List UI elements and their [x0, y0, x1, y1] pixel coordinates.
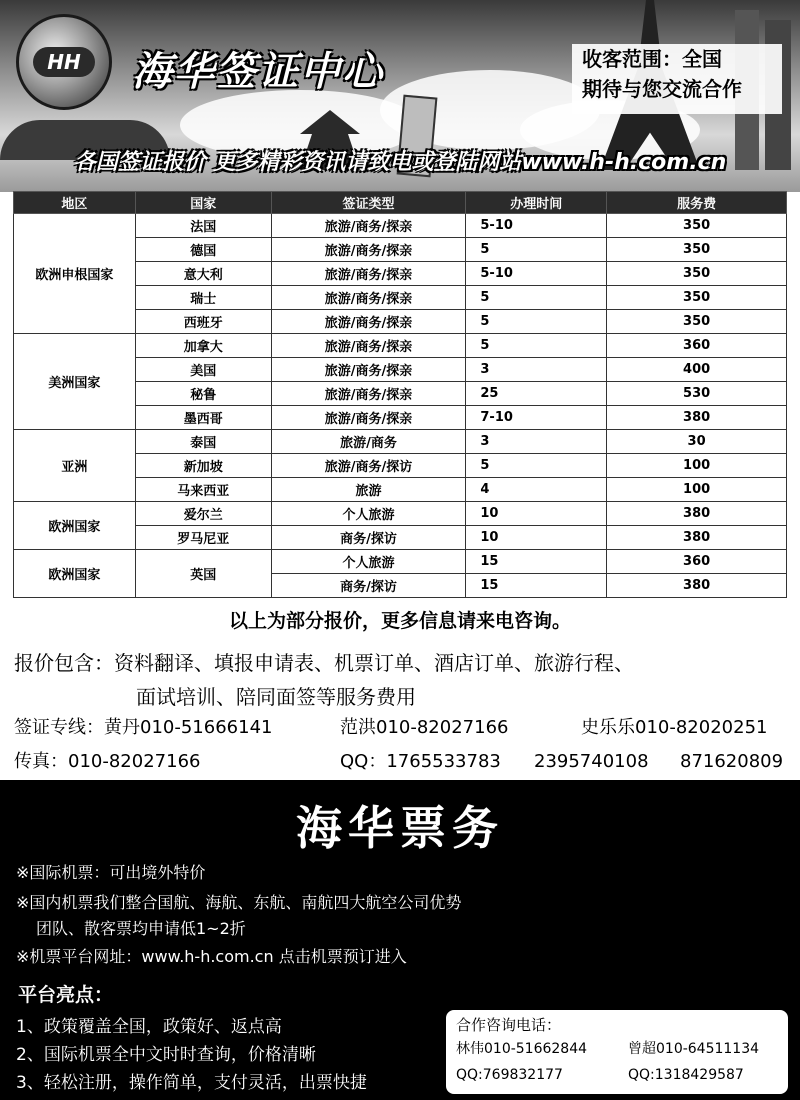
visa-type-cell: 旅游/商务/探亲 — [271, 238, 466, 262]
service-fee-cell: 380 — [607, 502, 787, 526]
visa-type-cell: 旅游/商务 — [271, 430, 466, 454]
consult-box — [446, 1010, 788, 1094]
brand-title: 海华签证中心 — [132, 49, 384, 95]
consult-phone-row — [456, 1036, 778, 1062]
processing-time-cell: 15 — [466, 574, 607, 598]
visa-type-cell: 旅游/商务/探亲 — [271, 286, 466, 310]
processing-time-cell: 15 — [466, 550, 607, 574]
column-header: 地区 — [14, 192, 136, 214]
country-cell: 秘鲁 — [135, 382, 271, 406]
consult-phone: 曾超010-64511134 — [628, 1041, 760, 1057]
consult-phone: 林伟010-51662844 — [456, 1041, 588, 1057]
region-cell: 欧洲国家 — [14, 550, 136, 598]
table-row — [14, 214, 787, 238]
processing-time-cell: 25 — [466, 382, 607, 406]
hotline-row — [14, 714, 789, 742]
processing-time-cell: 5 — [466, 238, 607, 262]
visa-hotline: 签证专线：黄丹010-51666141 — [14, 717, 273, 738]
includes-line: 报价包含：资料翻译、填报申请表、机票订单、酒店订单、旅游行程、 — [14, 651, 634, 675]
processing-time-cell: 7-10 — [466, 406, 607, 430]
consult-qq-row — [456, 1062, 778, 1088]
column-header: 签证类型 — [271, 192, 466, 214]
service-fee-cell: 360 — [607, 334, 787, 358]
processing-time-cell: 3 — [466, 358, 607, 382]
country-cell: 意大利 — [135, 262, 271, 286]
visa-type-cell: 旅游/商务/探亲 — [271, 334, 466, 358]
column-header: 办理时间 — [466, 192, 607, 214]
visa-type-cell: 个人旅游 — [271, 502, 466, 526]
visa-type-cell: 旅游 — [271, 478, 466, 502]
table-row — [14, 430, 787, 454]
highlight-item: 2、国际机票全中文时时查询，价格清晰 — [16, 1045, 316, 1065]
qq-number: 2395740108 — [534, 751, 649, 772]
qq-number: 871620809 — [680, 751, 784, 772]
country-cell: 爱尔兰 — [135, 502, 271, 526]
visa-type-cell: 旅游/商务/探访 — [271, 454, 466, 478]
visa-type-cell: 商务/探访 — [271, 574, 466, 598]
processing-time-cell: 10 — [466, 526, 607, 550]
country-cell: 法国 — [135, 214, 271, 238]
contact-shi: 史乐乐010-82020251 — [581, 717, 768, 738]
country-cell: 罗马尼亚 — [135, 526, 271, 550]
processing-time-cell: 5 — [466, 310, 607, 334]
visa-type-cell: 旅游/商务/探亲 — [271, 214, 466, 238]
service-fee-cell: 380 — [607, 574, 787, 598]
service-fee-cell: 350 — [607, 310, 787, 334]
visa-type-cell: 旅游/商务/探亲 — [271, 358, 466, 382]
processing-time-cell: 5 — [466, 286, 607, 310]
processing-time-cell: 10 — [466, 502, 607, 526]
service-fee-cell: 100 — [607, 454, 787, 478]
service-fee-cell: 530 — [607, 382, 787, 406]
logo-text: HH — [33, 47, 95, 77]
service-fee-cell: 350 — [607, 238, 787, 262]
visa-price-table — [13, 191, 787, 598]
service-fee-cell: 380 — [607, 406, 787, 430]
country-cell: 西班牙 — [135, 310, 271, 334]
service-fee-cell: 350 — [607, 214, 787, 238]
ticket-panel — [0, 780, 800, 1100]
service-fee-cell: 100 — [607, 478, 787, 502]
region-cell: 欧洲国家 — [14, 502, 136, 550]
ticket-info-line: ※国际机票：可出境外特价 — [16, 863, 206, 882]
company-logo — [16, 14, 112, 110]
includes-line: 面试培训、陪同面签等服务费用 — [136, 685, 416, 709]
country-cell: 新加坡 — [135, 454, 271, 478]
contact-fan: 范洪010-82027166 — [340, 717, 509, 738]
country-cell: 美国 — [135, 358, 271, 382]
service-fee-cell: 350 — [607, 286, 787, 310]
notice-text: 以上为部分报价，更多信息请来电咨询。 — [228, 610, 571, 632]
highlight-item: 3、轻松注册，操作简单，支付灵活，出票快捷 — [16, 1073, 367, 1093]
tagline: 各国签证报价 更多精彩资讯请致电或登陆网站www.h-h.com.cn — [73, 150, 727, 175]
visa-type-cell: 个人旅游 — [271, 550, 466, 574]
region-cell: 欧洲申根国家 — [14, 214, 136, 334]
country-cell: 墨西哥 — [135, 406, 271, 430]
visa-type-cell: 旅游/商务/探亲 — [271, 382, 466, 406]
service-fee-cell: 350 — [607, 262, 787, 286]
fax-number: 传真：010-82027166 — [14, 751, 201, 772]
service-fee-cell: 400 — [607, 358, 787, 382]
highlights-title: 平台亮点： — [18, 984, 114, 1006]
country-cell: 加拿大 — [135, 334, 271, 358]
column-header: 国家 — [135, 192, 271, 214]
country-cell: 瑞士 — [135, 286, 271, 310]
country-cell: 泰国 — [135, 430, 271, 454]
ticket-title: 海华票务 — [296, 801, 504, 855]
ticket-info-line: 团队、散客票均申请低1~2折 — [36, 919, 246, 938]
scope-line: 收客范围：全国 — [582, 47, 722, 71]
visa-type-cell: 旅游/商务/探亲 — [271, 406, 466, 430]
consult-qq: QQ:769832177 — [456, 1067, 563, 1083]
table-row — [14, 334, 787, 358]
processing-time-cell: 4 — [466, 478, 607, 502]
service-fee-cell: 360 — [607, 550, 787, 574]
visa-type-cell: 商务/探访 — [271, 526, 466, 550]
qq-number: QQ：1765533783 — [340, 751, 501, 772]
column-header: 服务费 — [607, 192, 787, 214]
visa-type-cell: 旅游/商务/探亲 — [271, 310, 466, 334]
service-fee-cell: 380 — [607, 526, 787, 550]
region-cell: 美洲国家 — [14, 334, 136, 430]
scope-box — [572, 44, 782, 114]
header-banner — [0, 0, 800, 192]
service-fee-cell: 30 — [607, 430, 787, 454]
processing-time-cell: 5-10 — [466, 262, 607, 286]
highlight-item: 1、政策覆盖全国，政策好、返点高 — [16, 1017, 282, 1037]
consult-title: 合作咨询电话： — [456, 1016, 562, 1034]
table-row — [14, 550, 787, 574]
table-row — [14, 502, 787, 526]
processing-time-cell: 3 — [466, 430, 607, 454]
processing-time-cell: 5-10 — [466, 214, 607, 238]
cooperation-line: 期待与您交流合作 — [582, 77, 742, 101]
table-body — [14, 214, 787, 598]
ticket-platform-url: ※机票平台网址：www.h-h.com.cn 点击机票预订进入 — [16, 947, 407, 966]
processing-time-cell: 5 — [466, 334, 607, 358]
region-cell: 亚洲 — [14, 430, 136, 502]
fax-qq-row — [14, 748, 789, 776]
country-cell: 德国 — [135, 238, 271, 262]
table-header-row — [14, 192, 787, 214]
ticket-info-line: ※国内机票我们整合国航、海航、东航、南航四大航空公司优势 — [16, 893, 462, 912]
price-includes — [14, 646, 794, 714]
consult-qq: QQ:1318429587 — [628, 1067, 744, 1083]
processing-time-cell: 5 — [466, 454, 607, 478]
country-cell: 马来西亚 — [135, 478, 271, 502]
country-cell: 英国 — [135, 550, 271, 598]
visa-type-cell: 旅游/商务/探亲 — [271, 262, 466, 286]
